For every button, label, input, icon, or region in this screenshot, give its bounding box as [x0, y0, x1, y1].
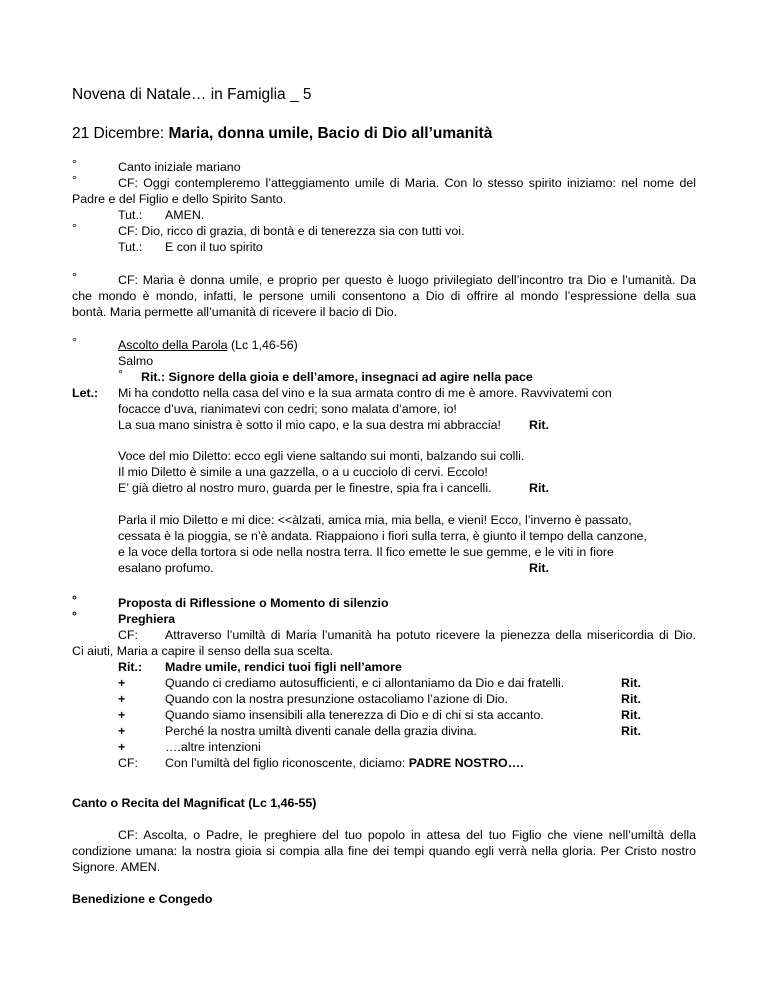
day-heading	[72, 124, 492, 143]
bullet: °	[72, 335, 77, 349]
let-label: Let.:	[72, 386, 99, 400]
stanza-3-line: e la voce della tortora si ode nella nostra terra. Il fico emette le sue gemme, e le viti in fiore	[118, 545, 614, 559]
stanza-2-line: Il mio Diletto è simile a una gazzella, o a u cucciolo di cervi. Eccolo!	[118, 465, 488, 479]
ascolto-ref: (Lc 1,46-56)	[227, 338, 298, 352]
cf-intro-line-2: Padre e del Figlio e dello Spirito Santo.	[72, 192, 287, 206]
ascolto-link: Ascolto della Parola	[118, 338, 228, 352]
bullet: °	[72, 593, 77, 607]
intention-item: Quando con la nostra presunzione ostacoliamo l’azione di Dio.	[165, 692, 509, 706]
closing-line	[165, 756, 524, 771]
plus-marker: +	[118, 676, 126, 690]
day-theme: Maria, donna umile, Bacio di Dio all’umanità	[168, 125, 493, 142]
stanza-1-line: Mi ha condotto nella casa del vino e la sua armata contro di me è amore. Ravvivatemi con	[118, 386, 612, 400]
ascolto-heading	[118, 338, 298, 353]
cf-intro-line-1: CF: Oggi contempleremo l’atteggiamento umile di Maria. Con lo stesso spirito iniziamo: nel nome del	[118, 176, 696, 190]
bullet: °	[118, 367, 123, 381]
bullet: °	[72, 173, 77, 187]
day-date: 21 Dicembre:	[72, 125, 169, 142]
salmo-refrain: Rit.: Signore della gioia e dell’amore, insegnaci ad agire nella pace	[141, 370, 533, 384]
magnificat-line-1: CF: Ascolta, o Padre, le preghiere del tuo popolo in attesa del tuo Figlio che viene nell’umiltà della	[118, 828, 696, 842]
congedo-heading: Benedizione e Congedo	[72, 892, 213, 906]
intention-item: Quando ci crediamo autosufficienti, e ci allontaniamo da Dio e dai fratelli.	[165, 676, 565, 690]
bullet: °	[72, 609, 77, 623]
magnificat-line-3: Signore. AMEN.	[72, 860, 161, 874]
rit-marker: Rit.	[529, 561, 549, 575]
stanza-2-line: Voce del mio Diletto: ecco egli viene saltando sui monti, balzando sui colli.	[118, 449, 525, 463]
stanza-2-line: E’ già dietro al nostro muro, guarda per le finestre, spia fra i cancelli.	[118, 481, 492, 495]
plus-marker: +	[118, 724, 126, 738]
reflection-line-2: che mondo è mondo, infatti, le persone umili consentono a Dio di offrire al mondo l’espressione della sua	[72, 289, 696, 303]
stanza-1-line: focacce d’uva, rianimatevi con cedri; sono malata d’amore, io!	[118, 402, 457, 416]
tut-label: Tut.:	[118, 240, 143, 254]
plus-marker: +	[118, 692, 126, 706]
plus-marker: +	[118, 708, 126, 722]
salmo-label: Salmo	[118, 354, 154, 368]
proposta-heading: Proposta di Riflessione o Momento di silenzio	[118, 596, 389, 610]
closing-text: Con l’umiltà del figlio riconoscente, diciamo:	[165, 756, 409, 770]
tut-response: E con il tuo spirito	[165, 240, 263, 254]
padre-nostro: PADRE NOSTRO….	[408, 756, 524, 770]
preghiera-cf-line-2: Ci aiuti, Maria a capire il senso della sua scelta.	[72, 644, 334, 658]
page-title: Novena di Natale… in Famiglia _ 5	[72, 86, 312, 103]
bullet: °	[72, 157, 77, 171]
plus-marker: +	[118, 740, 126, 754]
cf-label: CF:	[118, 756, 138, 770]
rit-marker: Rit.	[529, 418, 549, 432]
cf-label: CF:	[118, 628, 138, 642]
bullet: °	[72, 270, 77, 284]
rit-marker: Rit.	[529, 481, 549, 495]
rit-marker: Rit.	[621, 724, 641, 738]
rit-label: Rit.:	[118, 660, 143, 674]
bullet: °	[72, 221, 77, 235]
reflection-line-1: CF: Maria è donna umile, e proprio per questo è luogo privilegiato dell’incontro tra Dio e l’umanità. Da	[118, 273, 696, 287]
stanza-3-line: cessata è la pioggia, se n’è andata. Riappaiono i fiori sulla terra, è giunto il tempo della canzone,	[118, 529, 647, 543]
intention-item: Quando siamo insensibili alla tenerezza di Dio e di chi si sta accanto.	[165, 708, 544, 722]
preghiera-cf-line-1: Attraverso l’umiltà di Maria l’umanità ha potuto ricevere la pienezza della misericordia di Dio.	[165, 628, 696, 642]
stanza-1-line: La sua mano sinistra è sotto il mio capo, e la sua destra mi abbraccia!	[118, 418, 501, 432]
cf-greeting: CF: Dio, ricco di grazia, di bontà e di tenerezza sia con tutti voi.	[118, 224, 465, 238]
magnificat-heading: Canto o Recita del Magnificat (Lc 1,46-55)	[72, 796, 317, 810]
intention-item: Perché la nostra umiltà diventi canale della grazia divina.	[165, 724, 478, 738]
rit-marker: Rit.	[621, 708, 641, 722]
canto-iniziale: Canto iniziale mariano	[118, 160, 241, 174]
reflection-line-3: bontà. Maria permette all’umanità di ricevere il bacio di Dio.	[72, 305, 398, 319]
intention-item: ….altre intenzioni	[165, 740, 261, 754]
magnificat-line-2: condizione umana: la nostra gioia si compia alla fine dei tempi quando egli verrà nella gloria. Per Cristo nostro	[72, 844, 696, 858]
preghiera-refrain: Madre umile, rendici tuoi figli nell’amore	[165, 660, 402, 674]
tut-label: Tut.:	[118, 208, 143, 222]
stanza-3-line: esalano profumo.	[118, 561, 214, 575]
tut-amen: AMEN.	[165, 208, 205, 222]
rit-marker: Rit.	[621, 676, 641, 690]
stanza-3-line: Parla il mio Diletto e mi dice: <<àlzati, amica mia, mia bella, e vieni! Ecco, l’inverno è passato,	[118, 513, 632, 527]
preghiera-heading: Preghiera	[118, 612, 176, 626]
rit-marker: Rit.	[621, 692, 641, 706]
